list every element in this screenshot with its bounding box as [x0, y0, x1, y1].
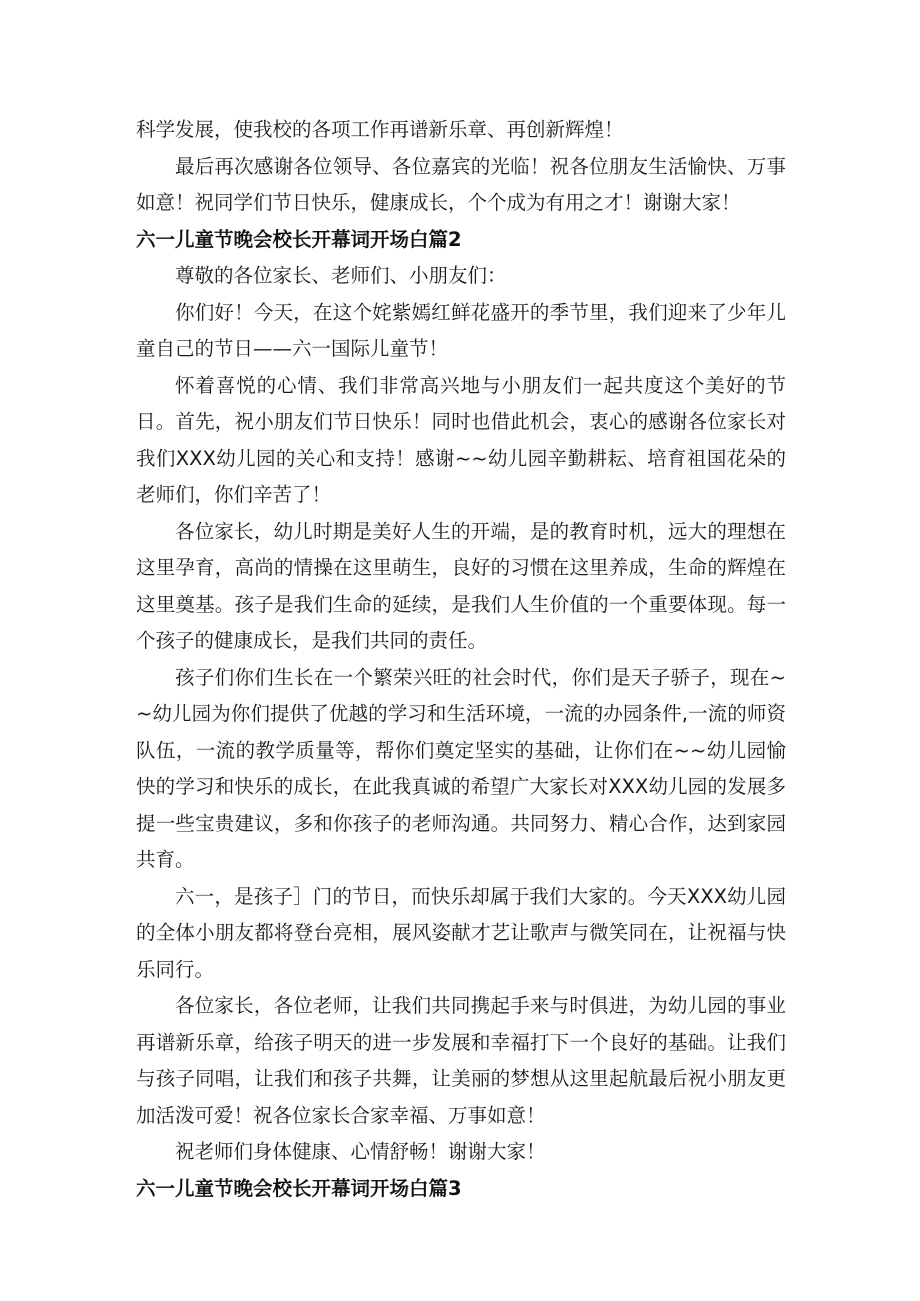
section-heading-3: 六一儿童节晚会校长开幕词开场白篇3 — [136, 1176, 462, 1200]
paragraph-festival: 六一，是孩子］门的节日，而快乐却属于我们大家的。今天XXX幼儿园的全体小朋友都将登台亮相，展风姿献才艺让歌声与微笑同在，让祝福与快乐同行。 — [136, 884, 786, 981]
document-body — [136, 112, 786, 1207]
paragraph-continuation: 科学发展，使我校的各项工作再谱新乐章、再创新辉煌！ — [136, 118, 624, 141]
paragraph-salutation: 尊敬的各位家长、老师们、小朋友们： — [175, 264, 507, 287]
paragraph-closing-thanks: 最后再次感谢各位领导、各位嘉宾的光临！祝各位朋友生活愉快、万事如意！祝同学们节日快乐，健康成长，个个成为有用之才！谢谢大家！ — [136, 154, 786, 214]
paragraph-childhood: 各位家长，幼儿时期是美好人生的开端，是的教育时机，远大的理想在这里孕育，高尚的情操在这里萌生，良好的习惯在这里养成，生命的辉煌在这里奠基。孩子是我们生命的延续，是我们人生价值的一个重要体现。每一个孩子的健康成长，是我们共同的责任。 — [136, 519, 786, 652]
paragraph-together: 各位家长，各位老师，让我们共同携起手来与时俱进，为幼儿园的事业再谱新乐章，给孩子明天的进一步发展和幸福打下一个良好的基础。让我们与孩子同唱，让我们和孩子共舞，让美丽的梦想从这里起航最后祝小朋友更加活泼可爱！祝各位家长合家幸福、万事如意！ — [136, 994, 786, 1127]
paragraph-greeting: 你们好！今天，在这个姹紫嫣红鲜花盛开的季节里，我们迎来了少年儿童自己的节日——六一国际儿童节！ — [136, 300, 786, 360]
paragraph-thanks-parents: 怀着喜悦的心情、我们非常高兴地与小朋友们一起共度这个美好的节日。首先，祝小朋友们节日快乐！同时也借此机会，衷心的感谢各位家长对我们XXX幼儿园的关心和支持！感谢~~幼儿园辛勤耕耘、培育祖国花朵的老师们，你们辛苦了！ — [136, 373, 786, 506]
paragraph-wishes: 祝老师们身体健康、心情舒畅！谢谢大家！ — [175, 1140, 546, 1163]
section-heading-2: 六一儿童节晚会校长开幕词开场白篇2 — [136, 227, 462, 251]
paragraph-environment: 孩子们你们生长在一个繁荣兴旺的社会时代，你们是天子骄子，现在~~幼儿园为你们提供了优越的学习和生活环境，一流的办园条件,一流的师资队伍，一流的教学质量等，帮你们奠定坚实的基础，让你们在~~幼儿园愉快的学习和快乐的成长，在此我真诚的希望广大家长对XXX幼儿园的发展多提一些宝贵建议，多和你孩子的老师沟通。共同努力、精心合作，达到家园共育。 — [136, 665, 786, 871]
